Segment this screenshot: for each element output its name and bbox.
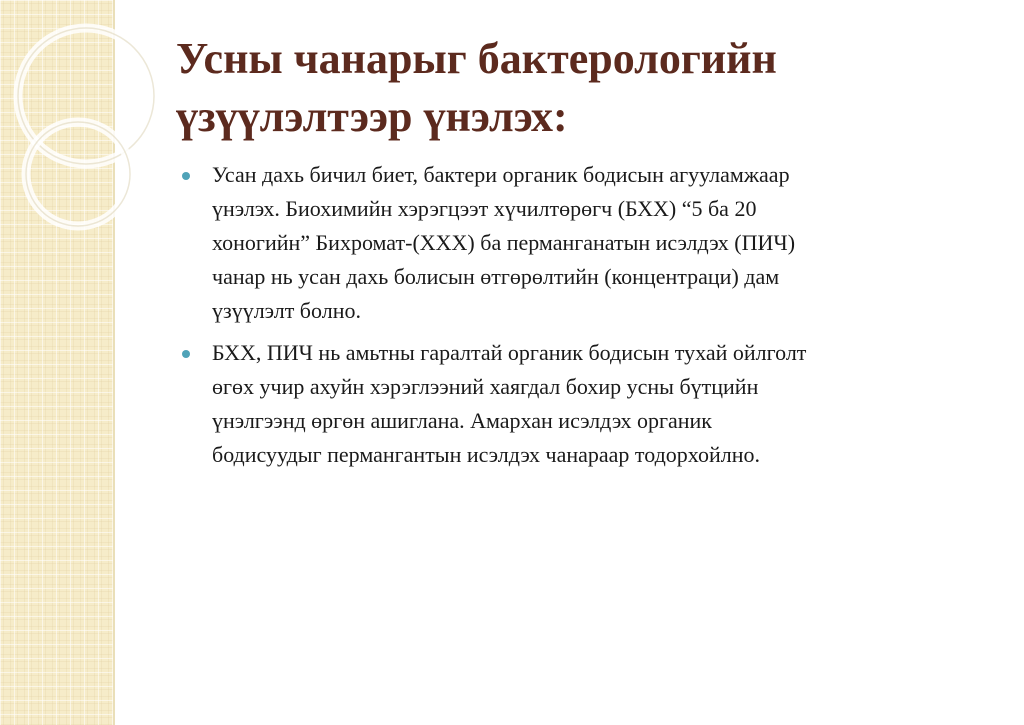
- bullet-2-line-3: үнэлгээнд өргөн ашиглана. Амархан исэлдэх органик: [212, 408, 712, 433]
- bullet-list: [180, 158, 980, 480]
- slide-title-line-2: үзүүлэлтээр үнэлэх:: [176, 92, 568, 141]
- bullet-2-line-4: бодисуудыг пермангантын исэлдэх чанараар тодорхойлно.: [212, 442, 760, 467]
- bullet-2-line-2: өгөх учир ахуйн хэрэглээний хаягдал бохир усны бүтцийн: [212, 374, 759, 399]
- decorative-rings: [0, 0, 160, 260]
- slide-title: [176, 30, 976, 146]
- bullet-1-line-5: үзүүлэлт болно.: [212, 298, 361, 323]
- bullet-2-line-1: БХХ, ПИЧ нь амьтны гаралтай органик бодисын тухай ойлголт: [212, 340, 807, 365]
- bullet-1-line-4: чанар нь усан дахь болисын өтгөрөлтийн (концентраци) дам: [212, 264, 780, 289]
- bullet-1-line-2: үнэлэх. Биохимийн хэрэгцээт хүчилтөрөгч (БХХ) “5 ба 20: [212, 196, 757, 221]
- bullet-text-1: [212, 158, 987, 328]
- bullet-dot-icon: [182, 172, 190, 180]
- small-ring-outline: [26, 122, 130, 226]
- bullet-dot-icon: [182, 350, 190, 358]
- bullet-1-line-1: Усан дахь бичил биет, бактери органик бодисын агууламжаар: [212, 162, 790, 187]
- bullet-1-line-3: хоногийн” Бихромат-(ХХХ) ба перманганатын исэлдэх (ПИЧ): [212, 230, 796, 255]
- slide-title-line-1: Усны чанарыг бактерологийн: [176, 34, 777, 83]
- bullet-item-2: [180, 336, 980, 472]
- bullet-text-2: [212, 336, 987, 472]
- bullet-item-1: [180, 158, 980, 328]
